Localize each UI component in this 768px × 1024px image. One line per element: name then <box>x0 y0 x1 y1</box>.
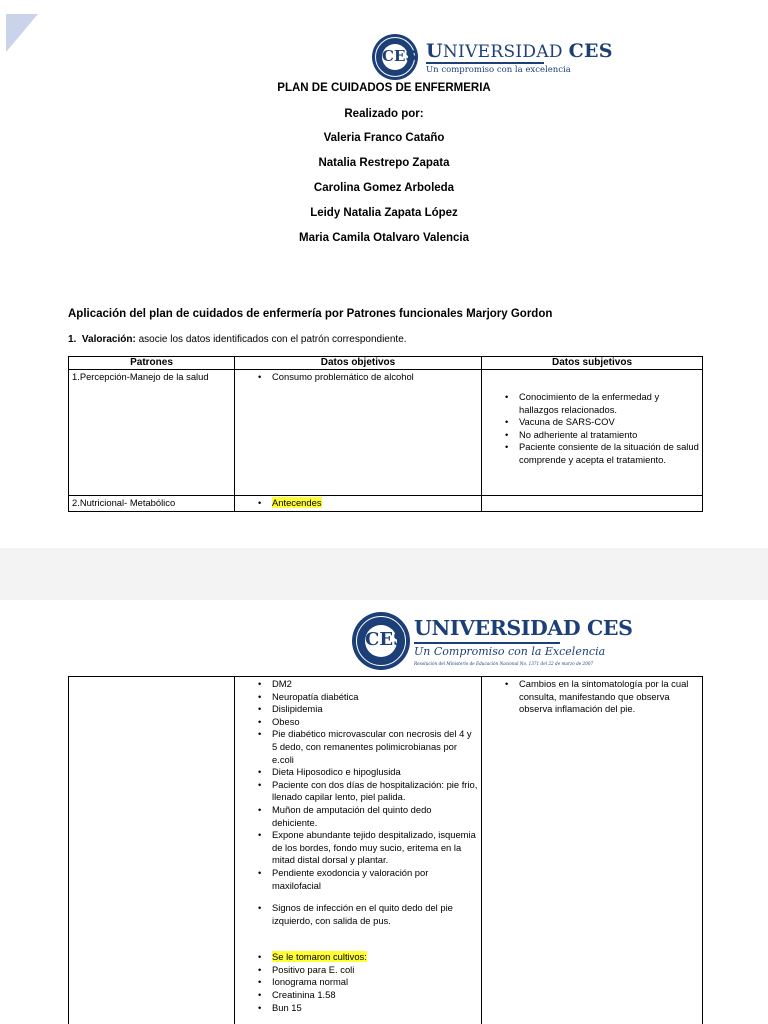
objective-data-cell <box>235 496 482 512</box>
objective-data-cell <box>235 370 482 496</box>
subjective-data-cell <box>482 496 703 512</box>
document-page-2 <box>0 600 768 1024</box>
subjective-data-cell <box>482 677 703 1024</box>
list-item: • Conocimiento de la enfermedad y hallazgos relacionados. <box>485 391 699 416</box>
subjective-data-cell <box>482 370 703 496</box>
pattern-cell: 1.Percepción-Manejo de la salud <box>69 370 235 496</box>
list-item: • Positivo para E. coli <box>238 964 478 977</box>
author-name: Natalia Restrepo Zapata <box>318 157 450 169</box>
author-name: Leidy Natalia Zapata López <box>310 207 458 219</box>
pattern-cell <box>69 677 235 1024</box>
column-header: Datos objetivos <box>235 357 482 370</box>
list-item: • Dieta Hiposodico e hipoglusida <box>238 766 478 779</box>
section-heading: Aplicación del plan de cuidados de enfermería por Patrones funcionales Marjory Gordon <box>68 308 553 320</box>
list-item: • Neuropatía diabética <box>238 691 478 704</box>
list-item: • Muñon de amputación del quinto dedo dehiciente. <box>238 804 478 829</box>
university-tagline: Un Compromiso con la Excelencia <box>414 645 606 658</box>
column-header: Patrones <box>69 357 235 370</box>
list-item: • Expone abundante tejido despitalizado, isquemia de los bordes, fondo muy sucio, eritema en la mitad distal dorsal y plantar. <box>238 829 478 867</box>
university-name: UNIVERSIDAD CES <box>414 616 633 640</box>
list-item: • Paciente consiente de la situación de salud comprende y acepta el tratamiento. <box>485 441 699 466</box>
list-item: • Dislipidemia <box>238 703 478 716</box>
university-logo <box>372 32 613 82</box>
list-item: • No adheriente al tratamiento <box>485 429 699 442</box>
list-item: • DM2 <box>238 678 478 691</box>
university-name: UNIVERSIDAD CES <box>426 40 613 62</box>
list-item: • Ionograma normal <box>238 976 478 989</box>
page-corner-fold <box>6 14 38 52</box>
table-row <box>69 370 703 496</box>
list-item: • Obeso <box>238 716 478 729</box>
list-item: • Signos de infección en el quito dedo del pie izquierdo, con salida de pus. <box>238 902 478 927</box>
objective-data-cell <box>235 677 482 1024</box>
list-item: • Paciente con dos días de hospitalización: pie frio, llenado capilar lento, piel palida. <box>238 779 478 804</box>
author-name: Maria Camila Otalvaro Valencia <box>298 232 470 244</box>
list-item: • Pie diabético microvascular con necrosis del 4 y 5 dedo, con remanentes polimicrobianas por e.coli <box>238 728 478 766</box>
table-header-row <box>69 357 703 370</box>
university-seal-icon: CES <box>372 34 418 80</box>
author-name: Valeria Franco Cataño <box>323 132 445 144</box>
university-seal-icon: CES <box>352 612 410 670</box>
list-item: • Bun 15 <box>238 1002 478 1015</box>
table-row <box>69 677 703 1024</box>
assessment-table <box>68 356 703 512</box>
list-item <box>238 497 478 510</box>
resolution-note: Resolución del Ministerio de Educación Nacional No. 1371 del 22 de marzo de 2007 <box>414 661 594 666</box>
highlighted-text: Se le tomaron cultivos: <box>272 951 367 963</box>
column-header: Datos subjetivos <box>482 357 703 370</box>
document-title: PLAN DE CUIDADOS DE ENFERMERIA <box>277 82 491 94</box>
realizado-por-label: Realizado por: <box>344 108 424 120</box>
list-item <box>238 951 478 964</box>
pattern-cell: 2.Nutricional- Metabólico <box>69 496 235 512</box>
list-item: • Consumo problemático de alcohol <box>238 371 478 384</box>
table-row <box>69 496 703 512</box>
list-item: • Vacuna de SARS-COV <box>485 416 699 429</box>
university-tagline: Un compromiso con la excelencia <box>426 65 571 75</box>
list-item: • Creatinina 1.58 <box>238 989 478 1002</box>
list-item: • Pendiente exodoncia y valoración por maxilofacial <box>238 867 478 892</box>
list-item: • Cambios en la sintomatología por la cual consulta, manifestando que observa observa inflamación del pie. <box>485 678 699 716</box>
valoracion-instruction: 1. Valoración: asocie los datos identificados con el patrón correspondiente. <box>68 334 407 345</box>
assessment-table-continued <box>68 676 703 1024</box>
highlighted-text: Antecendes <box>272 497 322 508</box>
author-name: Carolina Gomez Arboleda <box>313 182 455 194</box>
university-logo <box>352 612 633 672</box>
